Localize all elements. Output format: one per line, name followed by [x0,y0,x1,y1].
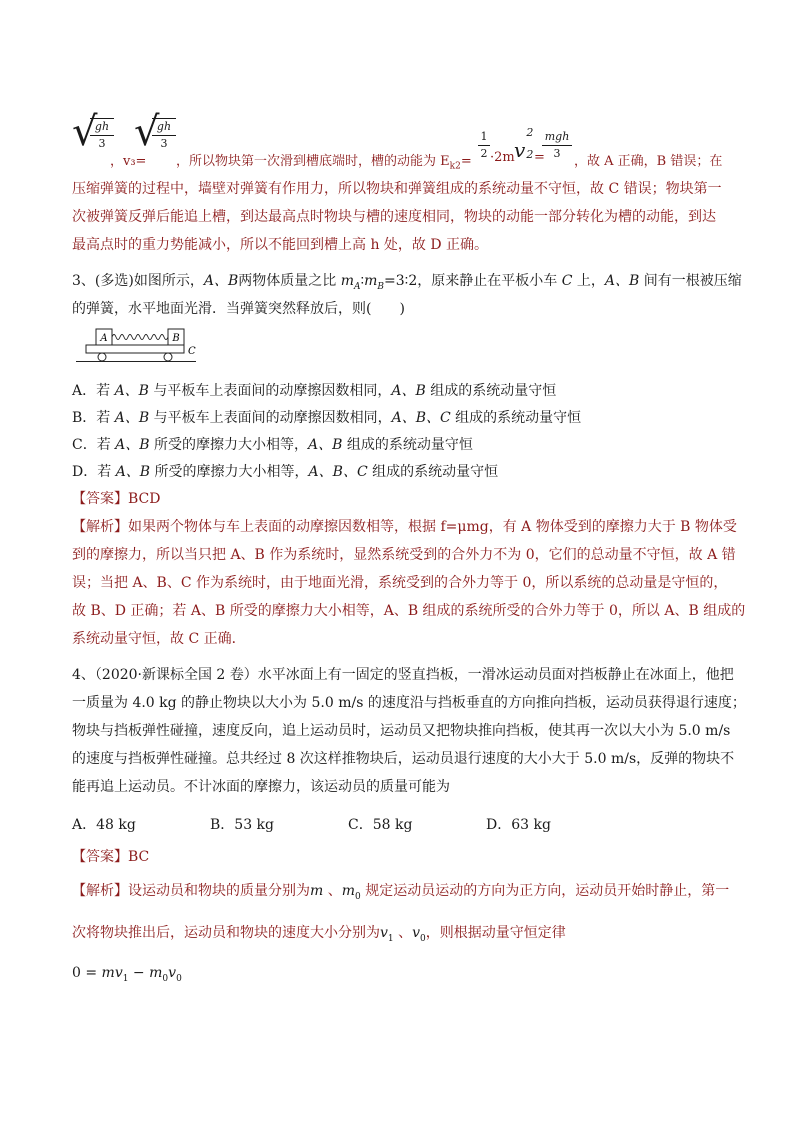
q4-option-c: C．58 kg [348,817,413,833]
answer-tag: 【答案】 [72,491,128,507]
q3-option-d: D．若 A、B 所受的摩擦力大小相等，A、B、C 组成的系统动量守恒 [72,464,499,480]
q3-analysis-line-5: 系统动量守恒，故 C 正确． [72,631,246,647]
cart-body [86,345,184,353]
intro-text-b: ，故 A 正确，B 错误；在 [574,154,723,169]
analysis-tag: 【解析】 [72,883,128,899]
q4-momentum-equation: $0 = mv_1 - m_0v_0$ [72,965,182,984]
cart-wheel-left [98,353,106,361]
equals-sign: = [534,150,545,165]
q4-option-b: B．53 kg [210,817,274,833]
q3-stem-line-2: 的弹簧，水平地面光滑．当弹簧突然释放后，则( ) [72,301,405,317]
q3-option-c: C．若 A、B 所受的摩擦力大小相等，A、B 组成的系统动量守恒 [72,437,473,453]
v3-label: ，v₃= [110,154,147,169]
cart-wheel-right [164,353,172,361]
q4-stem-line-3: 物块与挡板弹性碰撞，速度反向，追上运动员时，运动员又把物块推向挡板，使其再一次以大小为 5.0 m/s [72,723,731,739]
intro-line-3: 次被弹簧反弹后能追上槽，到达最高点时物块与槽的速度相同，物块的动能一部分转化为槽的动能，到达 [72,209,716,225]
answer-value: BC [128,849,150,865]
q3-answer [72,488,160,510]
fraction-gh-3: gh 3 [90,120,114,151]
analysis-tag: 【解析】 [72,519,128,535]
q4-stem-line-4: 的速度与挡板弹性碰撞。总共经过 8 次这样推物块后，运动员退行速度的大小大于 5.0 m/s，反弹的物块不 [72,751,735,767]
cart-spring-figure [76,326,206,368]
q3-option-a: A．若 A、B 与平板车上表面间的动摩擦因数相同，A、B 组成的系统动量守恒 [72,383,557,399]
sqrt-expression-1 [72,109,112,164]
q3-analysis-line-1: 【解析】如果两个物体与车上表面的动摩擦因数相等，根据 f=μmg，有 A 物体受到的摩擦力大于 B 物体受 [72,519,737,535]
answer-value: BCD [128,491,161,507]
q3-analysis-line-4: 故 B、D 正确；若 A、B 所受的摩擦力大小相等，A、B 组成的系统所受的合外力等于 0，所以 A、B 组成的 [72,603,746,619]
q4-analysis-line-1: 【解析】设运动员和物块的质量分别为m 、$m_0$ 规定运动员运动的方向为正方向，运动员开始时静止，第一 [72,883,730,902]
spring [112,335,168,340]
q4-stem-line-5: 能再追上运动员。不计冰面的摩擦力，该运动员的质量可能为 [72,779,450,795]
q4-option-d: D．63 kg [486,817,551,833]
radical-sign: √ [134,109,160,155]
q3-analysis-line-3: 误；当把 A、B、C 作为系统时，由于地面光滑，系统受到的合外力等于 0，所以系统的总动量是守恒的， [72,575,728,591]
fraction-one-half: 1 2 [478,130,490,161]
v2-squared: v 2 2 [514,126,534,162]
q4-analysis-line-2: 次将物块推出后，运动员和物块的速度大小分别为$v_1$ 、$v_0$，则根据动量守恒定律 [72,925,566,944]
cart-c-label: C [188,346,196,357]
q3-analysis-line-2: 到的摩擦力，所以当只把 A、B 作为系统时，显然系统受到的合外力不为 0，它们的总动量不守恒，故 A 错 [72,547,736,563]
block-a-label: A [100,333,108,344]
fraction-gh-3: gh 3 [152,120,176,151]
q4-stem-line-2: 一质量为 4.0 kg 的静止物块以大小为 5.0 m/s 的速度沿与挡板垂直的方向推向挡板，运动员获得退行速度； [72,695,746,711]
fraction-mgh-3: mgh 3 [542,130,572,161]
block-b-label: B [172,333,180,344]
intro-line-4: 最高点时的重力势能减小，所以不能回到槽上高 h 处，故 D 正确。 [72,237,489,253]
sqrt-expression-2 [134,109,174,164]
q4-stem-line-1: 4、（2020·新课标全国 2 卷）水平冰面上有一固定的竖直挡板，一滑冰运动员面对挡板静止在冰面上，他把 [72,667,734,683]
q4-option-a: A．48 kg [72,817,136,833]
q3-stem-line-1: 3、(多选)如图所示，A、B两物体质量之比 $m_A∶m_B=3∶2$，原来静止在平板小车 C 上，A、B 间有一根被压缩 [72,273,742,292]
intro-text-a: ，所以物块第一次滑到槽底端时，槽的动能为 $E_{k2}=$ [176,154,472,172]
answer-tag: 【答案】 [72,849,128,865]
intro-line-2: 压缩弹簧的过程中，墙壁对弹簧有作用力，所以物块和弹簧组成的系统动量不守恒，故 C 错误；物块第一 [72,181,722,197]
q3-option-b: B．若 A、B 与平板车上表面间的动摩擦因数相同，A、B、C 组成的系统动量守恒 [72,410,582,426]
radical-sign: √ [72,109,98,155]
dot-2m: ·2m [490,150,515,165]
q4-answer [72,846,149,868]
